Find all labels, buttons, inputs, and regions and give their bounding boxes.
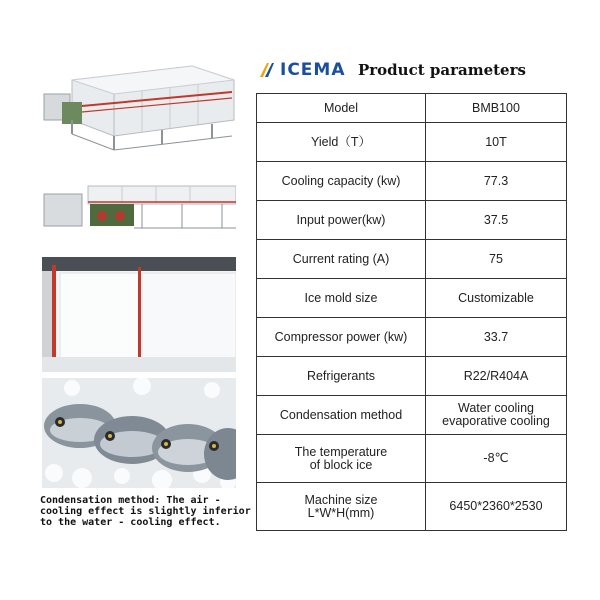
table-row (257, 240, 567, 279)
param-value: 6450*2360*2530 (426, 483, 567, 531)
table-row (257, 357, 567, 396)
table-row (257, 435, 567, 483)
param-label: Model (257, 94, 426, 123)
condensation-note: Condensation method: The air - cooling effect is slightly inferior to the water - cooling effect. (40, 495, 251, 528)
machine-photo-2 (42, 180, 236, 234)
param-label: Current rating (A) (257, 240, 426, 279)
fish-on-ice-photo (42, 378, 236, 488)
param-label: Condensation method (257, 396, 426, 435)
param-value: 10T (426, 123, 567, 162)
param-label: Input power(kw) (257, 201, 426, 240)
param-label: Machine size L*W*H(mm) (257, 483, 426, 531)
param-value: -8℃ (426, 435, 567, 483)
param-label: Compressor power (kw) (257, 318, 426, 357)
param-value: 75 (426, 240, 567, 279)
table-row (257, 94, 567, 123)
table-row (257, 483, 567, 531)
product-parameters-table (256, 93, 567, 531)
table-row (257, 162, 567, 201)
param-label: The temperature of block ice (257, 435, 426, 483)
param-value: Water cooling evaporative cooling (426, 396, 567, 435)
param-value: 37.5 (426, 201, 567, 240)
param-label: Refrigerants (257, 357, 426, 396)
header (258, 58, 558, 82)
table-row (257, 123, 567, 162)
table-row (257, 201, 567, 240)
icema-logo-icon (258, 61, 276, 79)
param-value: 33.7 (426, 318, 567, 357)
param-value: Customizable (426, 279, 567, 318)
table-row (257, 318, 567, 357)
machine-photo-1 (42, 58, 236, 158)
table-row (257, 396, 567, 435)
param-label: Yield（T） (257, 123, 426, 162)
param-label: Ice mold size (257, 279, 426, 318)
ice-blocks-photo (42, 257, 236, 372)
brand-name: ICEMA (280, 60, 346, 80)
param-value: R22/R404A (426, 357, 567, 396)
page-title: Product parameters (358, 61, 526, 79)
param-value: BMB100 (426, 94, 567, 123)
param-label: Cooling capacity (kw) (257, 162, 426, 201)
table-row (257, 279, 567, 318)
param-value: 77.3 (426, 162, 567, 201)
